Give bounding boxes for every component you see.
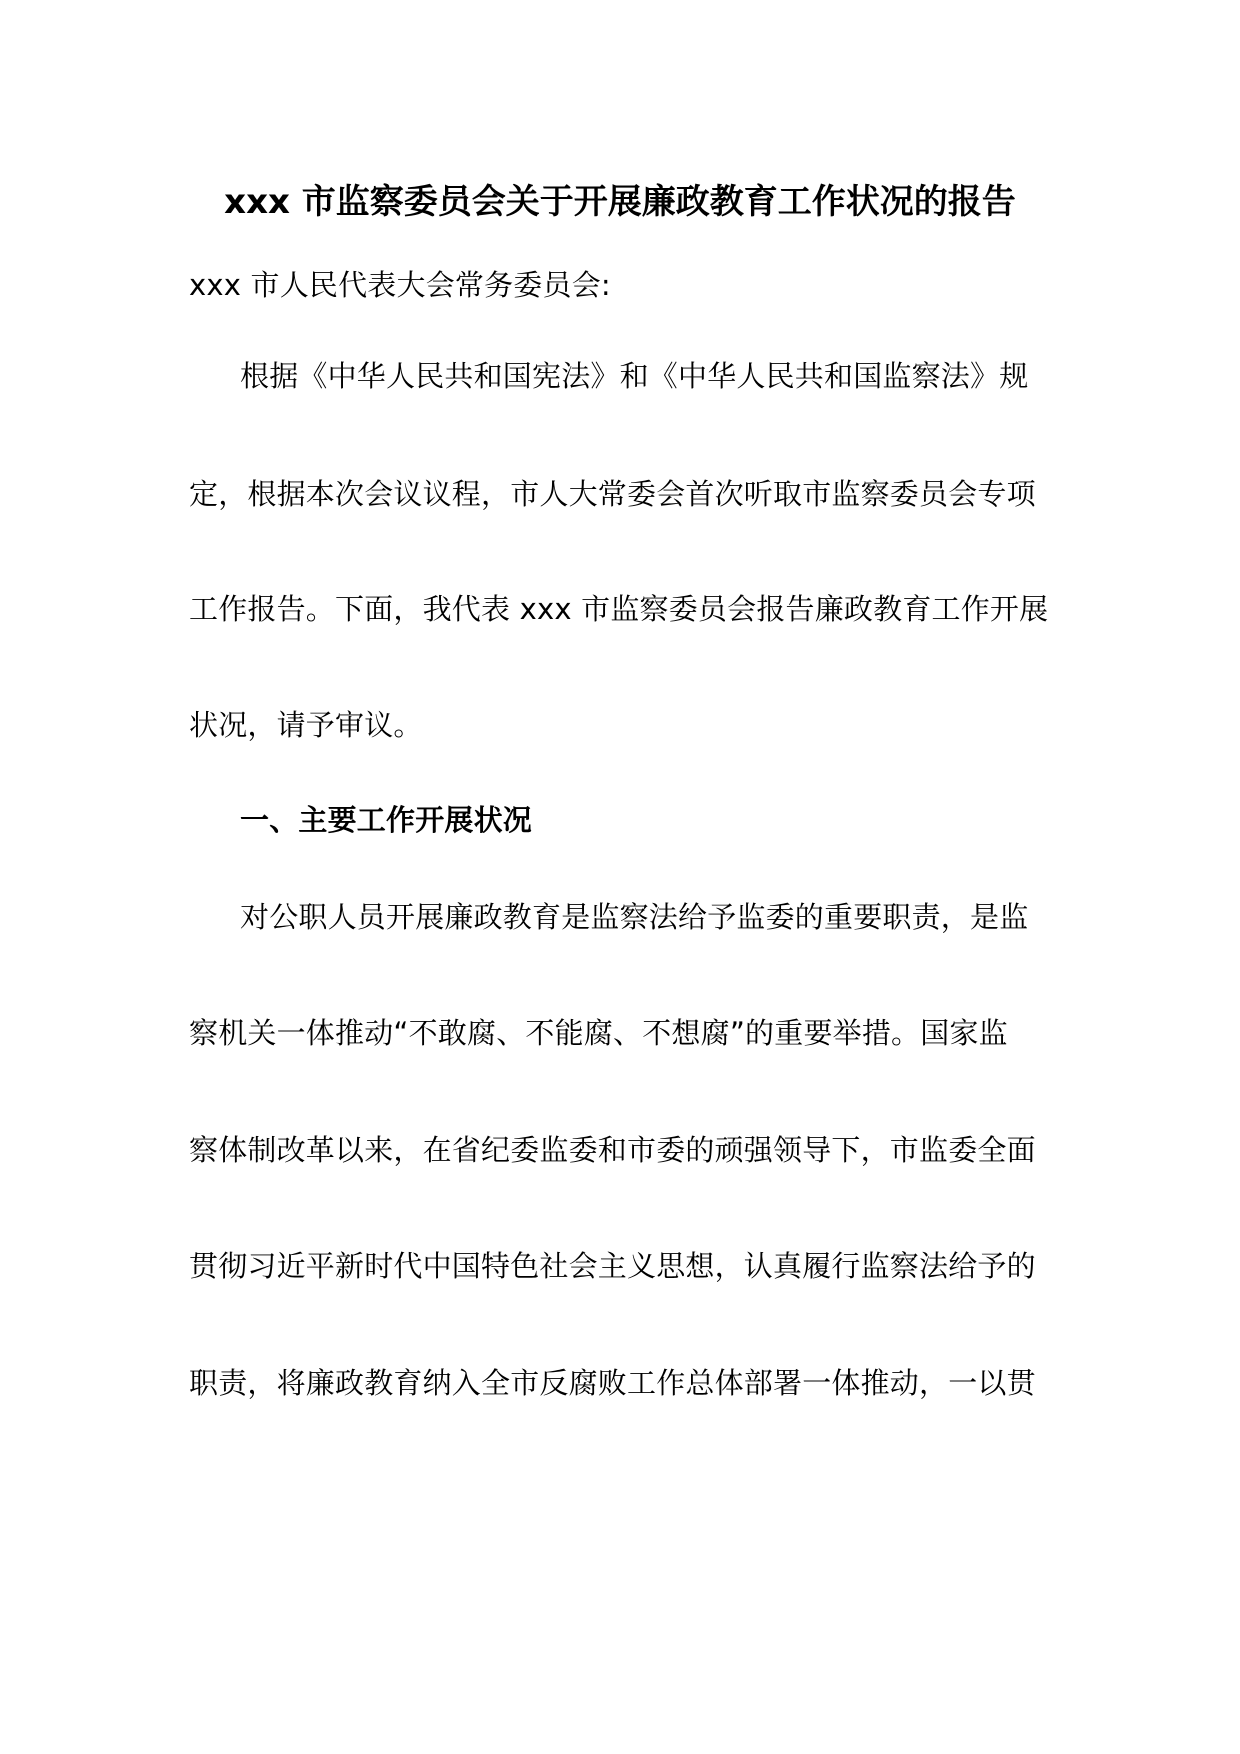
paragraph2-line-2: 察机关一体推动“不敢腐、不能腐、不想腐”的重要举措。国家监 [189,1016,1008,1050]
paragraph1-line-3: 工作报告。下面，我代表 xxx 市监察委员会报告廉政教育工作开展 [189,592,1049,626]
paragraph2-line-5: 职责，将廉政教育纳入全市反腐败工作总体部署一体推动，一以贯 [189,1366,1036,1400]
paragraph1-line-4: 状况，请予审议。 [189,708,423,742]
salutation: xxx 市人民代表大会常务委员会: [189,268,611,302]
paragraph2-line-1: 对公职人员开展廉政教育是监察法给予监委的重要职责，是监 [240,900,1029,934]
paragraph1-line-2: 定，根据本次会议议程，市人大常委会首次听取市监察委员会专项 [189,477,1036,511]
paragraph1-line-1: 根据《中华人民共和国宪法》和《中华人民共和国监察法》规 [240,359,1029,393]
document-title: xxx 市监察委员会关于开展廉政教育工作状况的报告 [224,182,1016,222]
paragraph2-line-3: 察体制改革以来，在省纪委监委和市委的顽强领导下，市监委全面 [189,1133,1036,1167]
section-heading: 一、主要工作开展状况 [240,803,533,837]
paragraph2-line-4: 贯彻习近平新时代中国特色社会主义思想，认真履行监察法给予的 [189,1249,1036,1283]
